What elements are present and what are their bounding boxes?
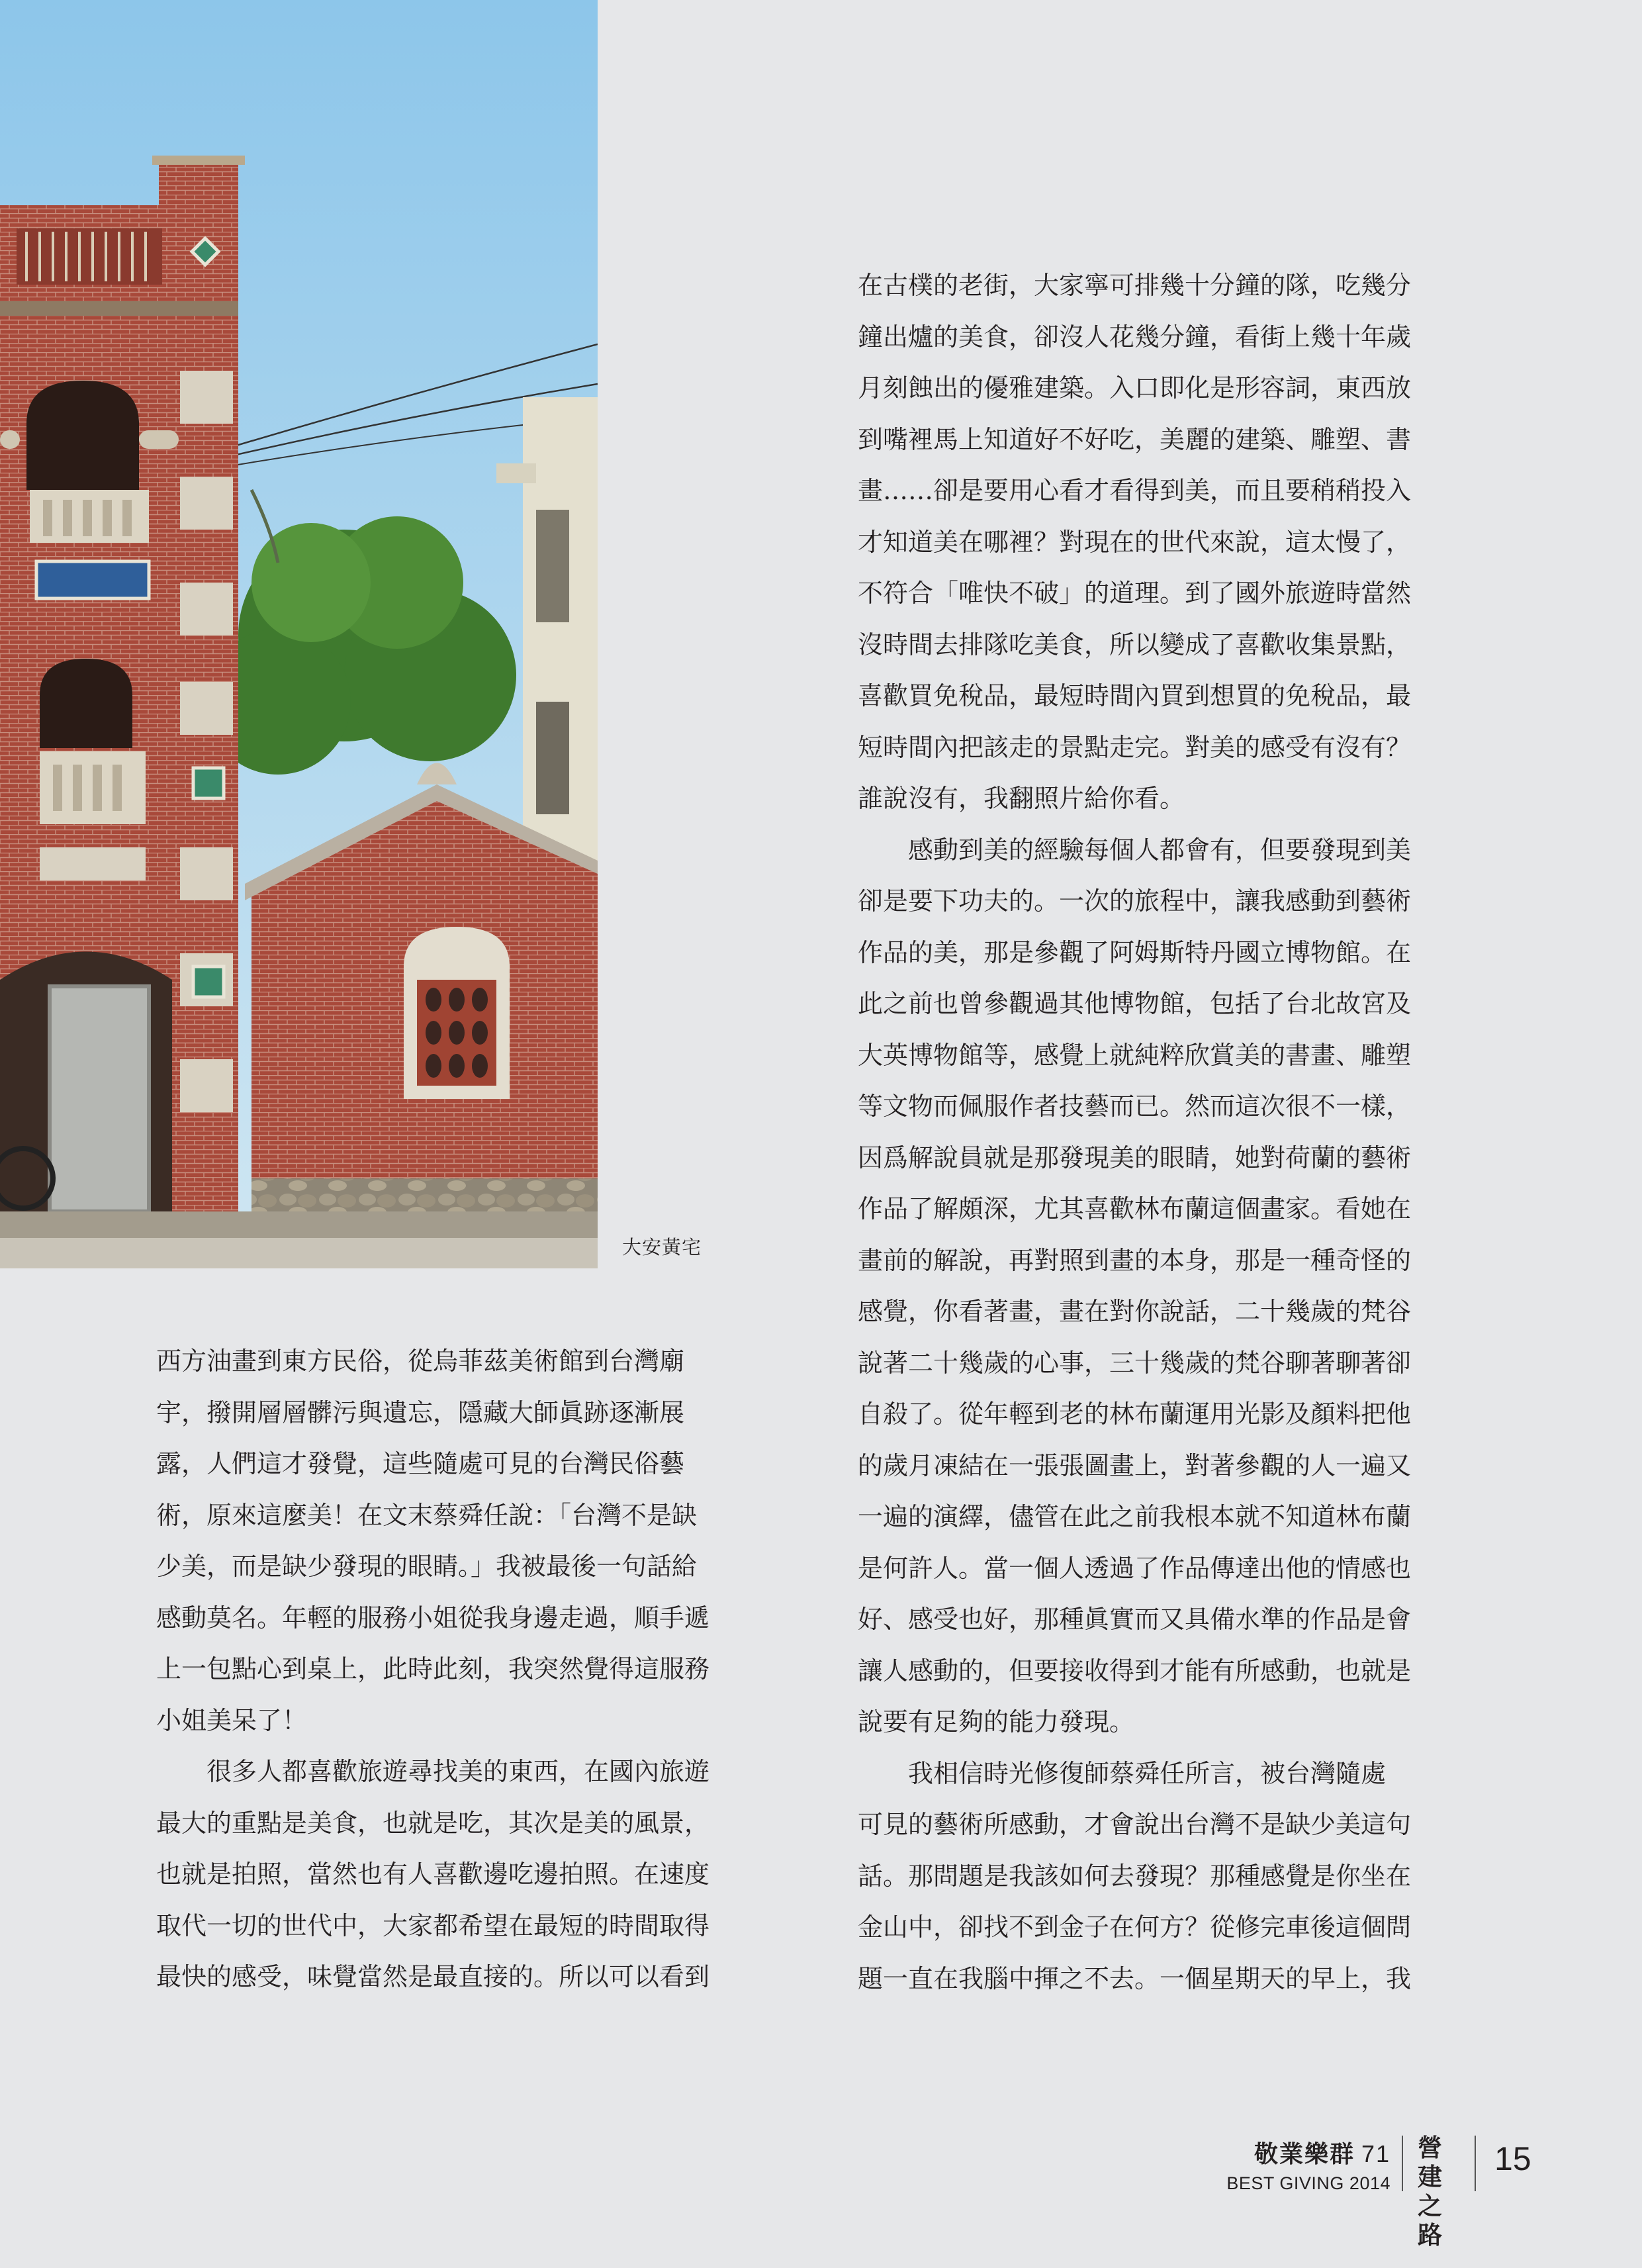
brick-house-illustration [0,0,598,1268]
text-line: 題一直在我腦中揮之不去。一個星期天的早上，我 [858,1963,1412,1993]
text-line: 讓人感動的，但要接收得到才能有所感動，也就是 [858,1656,1412,1685]
text-line: 感動到美的經驗每個人都會有，但要發現到美 [908,835,1412,865]
left-text-column [156,1336,778,2003]
text-line: 等文物而佩服作者技藝而已。然而這次很不一樣， [858,1092,1412,1121]
magazine-name: 敬業樂群 [1254,2140,1355,2168]
text-line: 作品的美，那是參觀了阿姆斯特丹國立博物館。在 [858,937,1412,967]
text-line: 喜歡買免稅品，最短時間內買到想買的免稅品，最 [858,681,1412,710]
text-line: 感動莫名。年輕的服務小姐從我身邊走過，順手遞 [156,1603,710,1632]
text-line: 少美，而是缺少發現的眼睛。」我被最後一句話給 [156,1552,698,1581]
issue-number: 71 [1361,2140,1391,2167]
text-line: 宇，撥開層層髒污與遺忘，隱藏大師眞跡逐漸展 [156,1397,685,1427]
text-line: 的歲月凍結在一張張圖畫上，對著參觀的人一遍又 [858,1450,1412,1480]
text-line: 在古樸的老街，大家寧可排幾十分鐘的隊，吃幾分 [858,271,1412,300]
text-line: 好、感受也好，那種眞實而又具備水準的作品是會 [858,1605,1412,1634]
text-line: 最大的重點是美食，也就是吃，其次是美的風景， [156,1808,710,1838]
text-line: 月刻蝕出的優雅建築。入口即化是形容詞，東西放 [858,373,1412,402]
building-photo [0,0,598,1268]
page-number: 15 [1494,2140,1531,2177]
magazine-english-title: BEST GIVING 2014 [1226,2173,1391,2193]
text-line: 西方油畫到東方民俗，從烏菲茲美術館到台灣廟 [156,1347,685,1376]
photo-caption: 大安黃宅 [622,1236,702,1258]
text-line: 卻是要下功夫的。一次的旅程中，讓我感動到藝術 [858,886,1412,916]
text-line: 也就是拍照，當然也有人喜歡邊吃邊拍照。在速度 [156,1860,710,1889]
text-line: 可見的藝術所感動，才會說出台灣不是缺少美這句 [858,1810,1412,1839]
text-line: 畫前的解說，再對照到畫的本身，那是一種奇怪的 [858,1245,1412,1275]
text-line: 沒時間去排隊吃美食，所以變成了喜歡收集景點， [858,630,1412,659]
text-line: 自殺了。從年輕到老的林布蘭運用光影及顏料把他 [858,1399,1412,1429]
text-line: 說要有足夠的能力發現。 [858,1707,1135,1736]
text-line: 很多人都喜歡旅遊尋找美的東西，在國內旅遊 [206,1757,710,1786]
column-series-title [1418,2133,1460,2249]
text-line: 此之前也曾參觀過其他博物館，包括了台北故宮及 [858,989,1412,1018]
footer-divider [1402,2136,1403,2191]
text-line: 感覺，你看著畫，畫在對你說話，二十幾歲的梵谷 [858,1297,1412,1326]
text-line: 短時間內把該走的景點走完。對美的感受有沒有？ [858,732,1412,762]
text-line: 作品了解頗深，尤其喜歡林布蘭這個畫家。看她在 [858,1194,1412,1223]
text-line: 話。那問題是我該如何去發現？那種感覺是你坐在 [858,1861,1412,1891]
text-line: 上一包點心到桌上，此時此刻，我突然覺得這服務 [156,1654,710,1683]
text-line: 大英博物館等，感覺上就純粹欣賞美的書畫、雕塑 [858,1040,1412,1070]
text-line: 我相信時光修復師蔡舜任所言，被台灣隨處 [908,1758,1387,1788]
series-title-line: 之路 [1418,2191,1442,2249]
footer-magazine-info [1226,2136,1391,2194]
footer-divider [1475,2136,1476,2191]
text-line: 不符合「唯快不破」的道理。到了國外旅遊時當然 [858,579,1412,608]
text-line: 最快的感受，味覺當然是最直接的。所以可以看到 [156,1962,710,1991]
magazine-title [1226,2136,1391,2169]
text-line: 金山中，卻找不到金子在何方？從修完車後這個問 [858,1913,1412,1942]
text-line: 誰說沒有，我翻照片給你看。 [858,784,1185,813]
series-title-line: 營建 [1418,2133,1442,2191]
text-line: 露，人們這才發覺，這些隨處可見的台灣民俗藝 [156,1449,685,1478]
text-line: 是何許人。當一個人透過了作品傳達出他的情感也 [858,1553,1412,1583]
text-line: 小姐美呆了！ [156,1705,308,1735]
text-line: 取代一切的世代中，大家都希望在最短的時間取得 [156,1911,710,1940]
text-line: 一遍的演繹，儘管在此之前我根本就不知道林布蘭 [858,1502,1412,1531]
text-line: 畫……卻是要用心看才看得到美，而且要稍稍投入 [858,476,1412,505]
text-line: 說著二十幾歲的心事，三十幾歲的梵谷聊著聊著卻 [858,1348,1412,1378]
text-line: 才知道美在哪裡？對現在的世代來說，這太慢了， [858,527,1412,557]
text-line: 到嘴裡馬上知道好不好吃，美麗的建築、雕塑、書 [858,424,1412,454]
right-text-column [858,260,1480,2005]
text-line: 因爲解說員就是那發現美的眼睛，她對荷蘭的藝術 [858,1143,1412,1172]
text-line: 鐘出爐的美食，卻沒人花幾分鐘，看街上幾十年歲 [858,322,1412,352]
text-line: 術，原來這麼美！在文末蔡舜任說：「台灣不是缺 [156,1500,698,1530]
